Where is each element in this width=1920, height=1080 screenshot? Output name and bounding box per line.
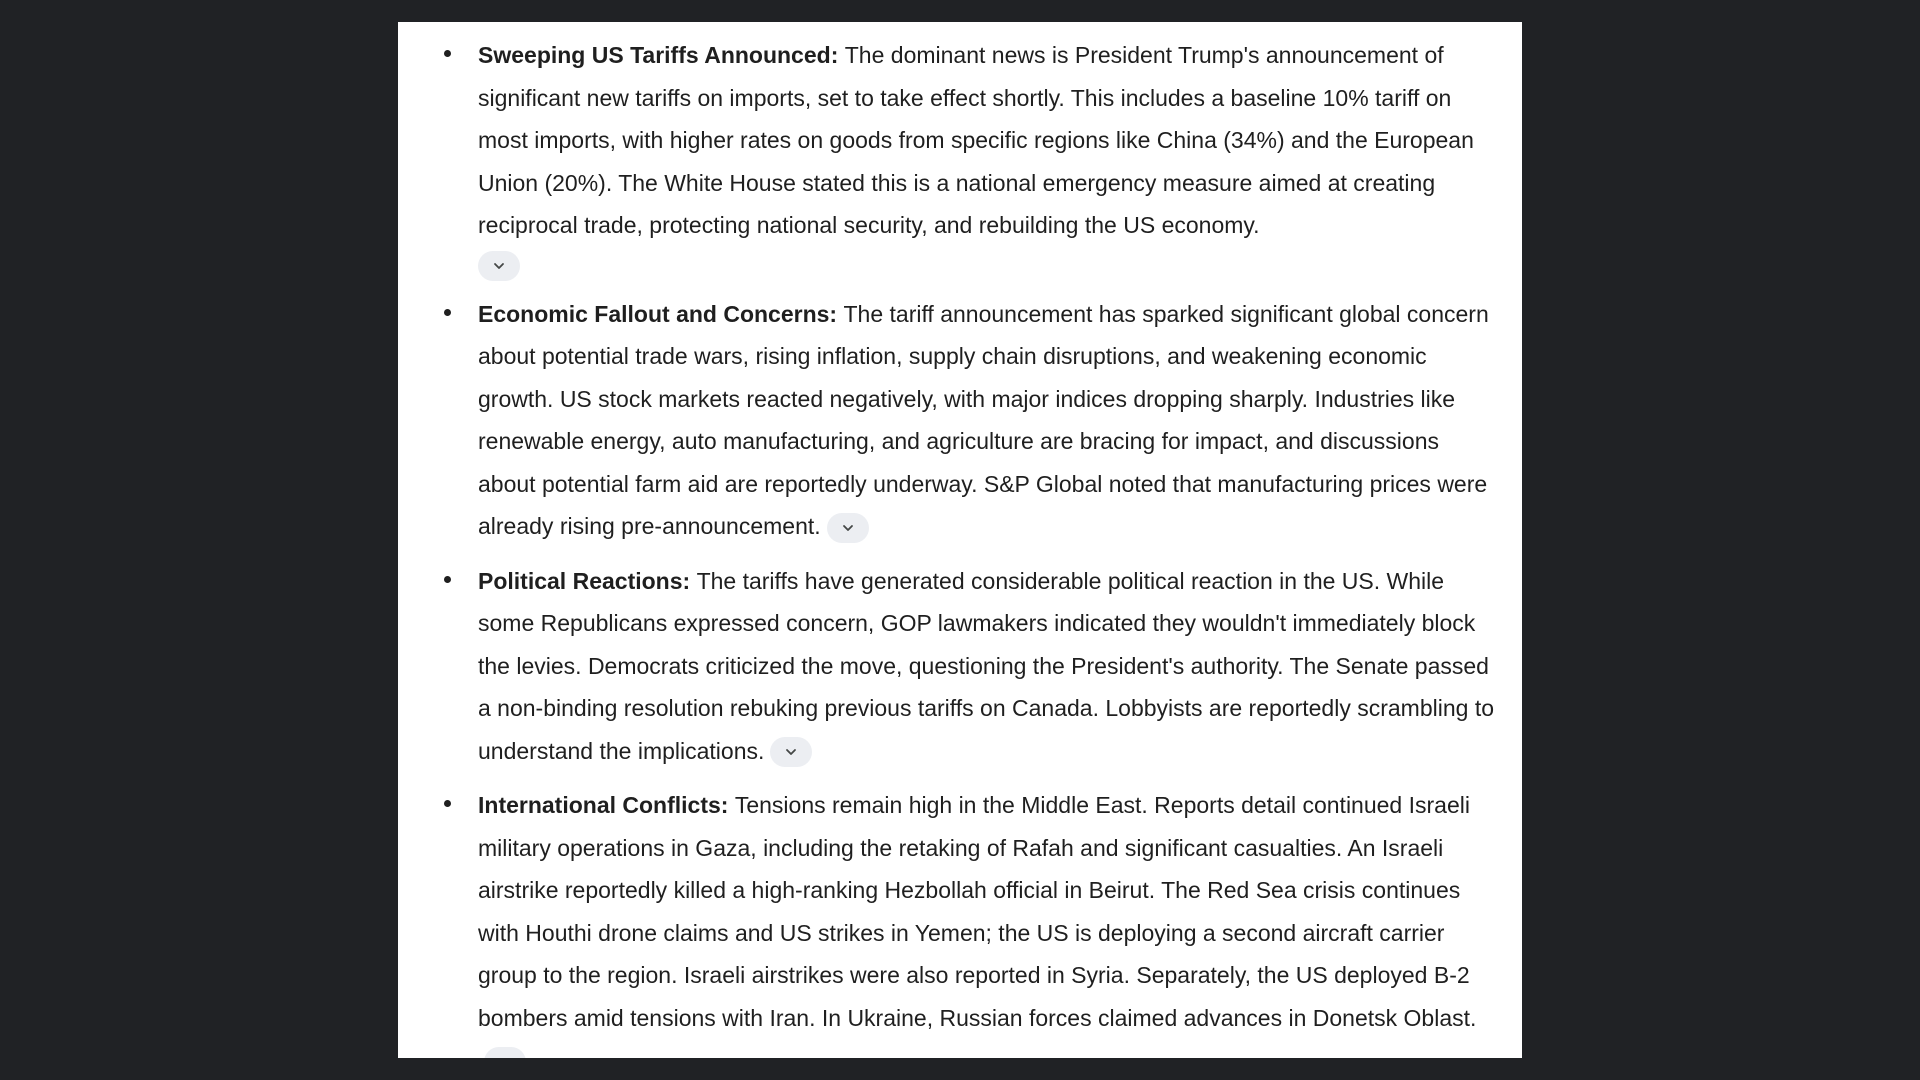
chevron-down-icon (785, 748, 797, 756)
news-summary-list (398, 22, 1522, 1058)
bullet-icon (444, 50, 451, 57)
bullet-icon (444, 309, 451, 316)
chevron-down-icon (493, 262, 505, 270)
list-item (398, 34, 1494, 281)
item-body: Tensions remain high in the Middle East. Reports detail continued Israeli military operations in Gaza, including the retaking of Rafah and significant casualties. An Israeli airstrike reportedly killed a high-ranking Hezbollah official in Beirut. The Red Sea crisis continues with Houthi drone claims and US strikes in Yemen; the US is deploying a second aircraft carrier group to the region. Israeli airstrikes were also reported in Syria. Separately, the US deployed B-2 bombers amid tensions with Iran. In Ukraine, Russian forces claimed advances in Donetsk Oblast. (478, 792, 1477, 1031)
source-expand-button[interactable] (478, 251, 520, 281)
item-body: The dominant news is President Trump's announcement of significant new tariffs on imports, set to take effect shortly. This includes a baseline 10% tariff on most imports, with higher rates on goods from specific regions like China (34%) and the European Union (20%). The White House stated this is a national emergency measure aimed at creating reciprocal trade, protecting national security, and rebuilding the US economy. (478, 42, 1474, 238)
item-body: The tariff announcement has sparked significant global concern about potential trade wars, rising inflation, supply chain disruptions, and weakening economic growth. US stock markets reacted negatively, with major indices dropping sharply. Industries like renewable energy, auto manufacturing, and agriculture are bracing for impact, and discussions about potential farm aid are reportedly underway. S&P Global noted that manufacturing prices were already rising pre-announcement. (478, 300, 1489, 539)
item-body: The tariffs have generated considerable political reaction in the US. While some Republicans expressed concern, GOP lawmakers indicated they wouldn't immediately block the levies. Democrats criticized the move, questioning the President's authority. The Senate passed a non-binding resolution rebuking previous tariffs on Canada. Lobbyists are reportedly scrambling to understand the implications. (478, 567, 1494, 764)
chevron-down-icon (842, 524, 854, 532)
item-title: Economic Fallout and Concerns: (478, 300, 844, 327)
bullet-icon (444, 800, 451, 807)
list-item (398, 293, 1494, 548)
item-title: International Conflicts: (478, 792, 735, 818)
list-item (398, 560, 1494, 773)
bullet-icon (444, 576, 451, 583)
list-item (398, 784, 1494, 1058)
source-expand-button[interactable] (484, 1047, 526, 1058)
item-title: Political Reactions: (478, 567, 697, 594)
source-expand-button[interactable] (770, 737, 812, 767)
response-panel (398, 22, 1522, 1058)
source-expand-button[interactable] (827, 513, 869, 543)
item-title: Sweeping US Tariffs Announced: (478, 42, 845, 68)
